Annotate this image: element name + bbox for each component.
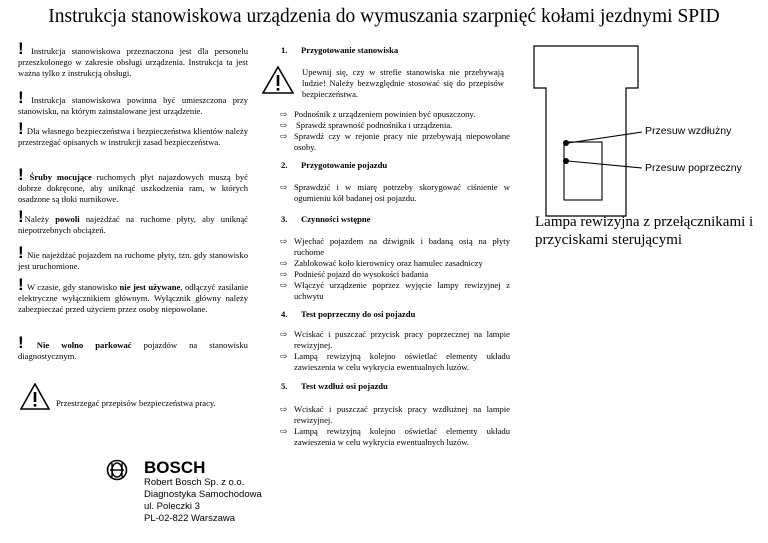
left-para-1: ! Instrukcja stanowiskowa przeznaczona jest dla personelu przeszkolonego w zakresie obsługi urządzenia. Instrukcja ta jest ważna tylko z instrukcją obsługi. [18,39,248,78]
arrow-right-icon: ⇨ [280,131,288,141]
arrow-right-icon: ⇨ [280,280,288,290]
exclamation-icon: ! [18,39,24,58]
warning-triangle-icon [20,383,50,410]
warning-triangle-icon [262,66,294,94]
left-para-7: ! W czasie, gdy stanowisko nie jest używane, odłączyć zasilanie elektryczne wyłącznikiem głównym. Wyłącznik główny należy zabezpieczać przed użyciem przez osoby niepowołane. [18,275,249,314]
exclamation-icon: ! [18,275,24,294]
left-para-2: ! Instrukcja stanowiskowa powinna być umieszczona przy stanowisku, na którym zainstalowane jest urządzenie. [18,88,248,116]
left-para-4: ! Śruby mocujące ruchomych płyt najazdowych muszą być dobrze dokręcone, aby uniknąć uszkodzenia ram, w których osadzone są tłoki nurnikowe. [18,165,248,204]
exclamation-icon: ! [18,165,24,184]
exclamation-icon: ! [18,243,24,262]
left-para-8: ! Nie wolno parkować pojazdów na stanowisku diagnostycznym. [18,333,248,361]
arrow-right-icon: ⇨ [280,329,288,339]
label-longitudinal: Przesuw wzdłużny [645,125,732,137]
section-3-item: ⇨ Wjechać pojazdem na dźwignik i badaną osią na płyty ruchome [280,236,510,257]
section-1-item: ⇨ Sprawdź czy w rejonie pracy nie przebywają niepowołane osoby. [280,131,510,152]
exclamation-icon: ! [18,88,24,107]
arrow-right-icon: ⇨ [280,404,288,414]
label-transverse: Przesuw poprzeczny [645,162,742,174]
exclamation-icon: ! [18,119,24,138]
company-address: Robert Bosch Sp. z o.o. Diagnostyka Samochodowa ul. Poleczki 3 PL-02-822 Warszawa [144,477,262,524]
arrow-right-icon: ⇨ [280,120,288,130]
section-3-item: ⇨ Zablokować koło kierownicy oraz hamulec zasadniczy [280,258,483,268]
lamp-caption: Lampa rewizyjna z przełącznikami i przyciskami sterującymi [535,214,754,248]
arrow-right-icon: ⇨ [280,182,288,192]
left-para-6: ! Nie najeżdżać pojazdem na ruchome płyty, tzn. gdy stanowisko jest uruchomione. [18,243,248,271]
exclamation-icon: ! [18,333,24,352]
arrow-right-icon: ⇨ [280,269,288,279]
left-para-3: ! Dla własnego bezpieczeństwa i bezpieczeństwa klientów należy przestrzegać opisanych w instrukcji zasad bezpieczeństwa. [18,119,248,147]
section-5-item: ⇨ Lampą rewizyjną kolejno oświetlać elementy układu zawieszenia w celu wykrycia ewentualnych luzów. [280,426,510,447]
arrow-right-icon: ⇨ [280,236,288,246]
section-1-item: ⇨ Sprawdź sprawność podnośnika i urządzenia. [280,120,453,130]
section-3-heading: 3. Czynności wstępne [281,214,371,224]
section-5-item: ⇨ Wciskać i puszczać przycisk pracy wzdłużnej na lampie rewizyjnej. [280,404,510,425]
section-2-item: ⇨ Sprawdzić i w miarę potrzeby skorygować ciśnienie w ogumieniu kół badanej osi pojazdu. [280,182,510,203]
callout-lines [560,128,650,176]
section-1-heading: 1. Przygotowanie stanowiska [281,45,399,55]
section-4-item: ⇨ Wciskać i puszczać przycisk pracy poprzecznej na lampie rewizyjnej. [280,329,510,350]
exclamation-icon: ! [18,207,24,226]
arrow-right-icon: ⇨ [280,426,288,436]
arrow-right-icon: ⇨ [280,109,288,119]
left-para-5: !Należy powoli najeżdżać na ruchome płyty, aby uniknąć niepotrzebnych obciążeń. [18,207,248,235]
section-1-warning: Upewnij się, czy w strefie stanowiska nie przebywają ludzie! Należy bezwzględnie stosować się do przepisów bezpieczeństwa. [302,67,504,99]
section-1-item: ⇨ Podnośnik z urządzeniem powinien być opuszczony. [280,109,476,119]
bosch-brand: BOSCH [144,458,206,477]
document-title: Instrukcja stanowiskowa urządzenia do wymuszania szarpnięć kołami jezdnymi SPID [48,6,720,27]
section-5-heading: 5. Test wzdłuż osi pojazdu [281,381,388,391]
safety-warning-text: Przestrzegać przepisów bezpieczeństwa pracy. [56,398,216,408]
section-3-item: ⇨ Podnieść pojazd do wysokości badania [280,269,429,279]
bosch-logo-icon [106,459,128,481]
arrow-right-icon: ⇨ [280,351,288,361]
section-4-item: ⇨ Lampą rewizyjną kolejno oświetlać elementy układu zawieszenia w celu wykrycia ewentualnych luzów. [280,351,510,372]
section-2-heading: 2. Przygotowanie pojazdu [281,160,388,170]
section-3-item: ⇨ Włączyć urządzenie poprzez wyjęcie lampy rewizyjnej z uchwytu [280,280,510,301]
section-4-heading: 4. Test poprzeczny do osi pojazdu [281,309,416,319]
arrow-right-icon: ⇨ [280,258,288,268]
